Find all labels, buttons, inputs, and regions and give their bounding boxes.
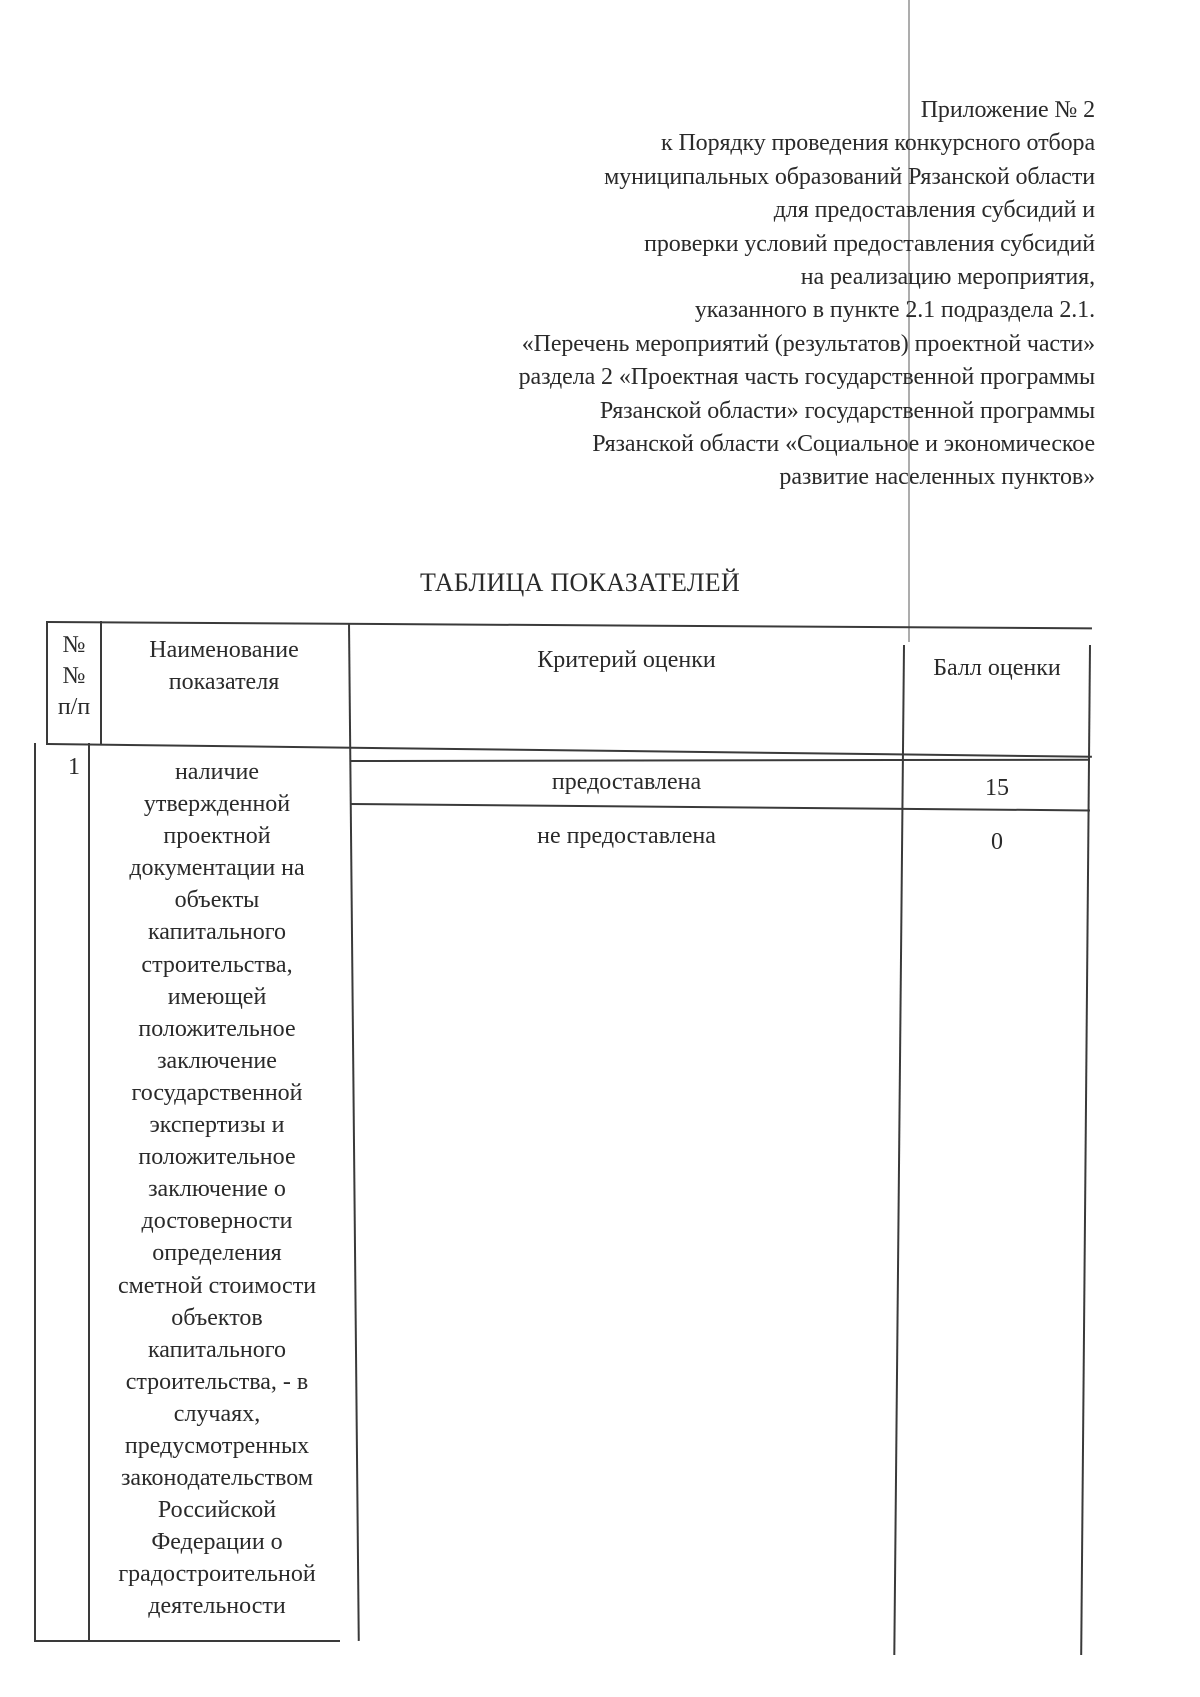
indicator-name-line: деятельности: [148, 1593, 286, 1620]
appendix-line: раздела 2 «Проектная часть государственной программы: [518, 364, 1095, 391]
appendix-line: развитие населенных пунктов»: [779, 464, 1095, 491]
score-provided: 15: [985, 775, 1009, 801]
table-border-bottom: [34, 1640, 340, 1642]
appendix-header: [519, 94, 1095, 495]
indicator-name-line: случаях,: [173, 1400, 261, 1427]
score-not-provided: 0: [991, 829, 1003, 855]
criterion-not-provided: не предоставлена: [537, 823, 716, 849]
indicator-name-line: проектной: [163, 823, 271, 850]
indicator-name-line: строительства, - в: [125, 1368, 309, 1395]
indicator-name-line: объектов: [171, 1304, 263, 1331]
header-number-line: №: [62, 632, 86, 658]
header-score: Балл оценки: [933, 655, 1061, 681]
indicator-name-line: государственной: [131, 1079, 303, 1106]
indicator-name-line: капитального: [148, 919, 286, 946]
indicator-name-line: предусмотренных: [124, 1432, 310, 1459]
indicator-name-line: имеющей: [167, 983, 267, 1010]
criterion-provided: предоставлена: [551, 769, 702, 795]
indicator-name-line: экспертизы и: [149, 1112, 285, 1139]
indicator-name-line: заключение о: [148, 1176, 286, 1203]
header-number-line: п/п: [57, 694, 91, 720]
appendix-line: Рязанской области «Социальное и экономическое: [592, 431, 1095, 458]
header-name: [102, 634, 346, 698]
indicator-name-line: объекты: [174, 887, 260, 914]
indicator-name-line: определения: [152, 1240, 282, 1267]
row-number: 1: [68, 754, 80, 780]
table-title: ТАБЛИЦА ПОКАЗАТЕЛЕЙ: [419, 568, 741, 597]
indicator-name-line: Российской: [157, 1497, 277, 1524]
indicator-name-line: документации на: [129, 855, 305, 882]
criteria-row-divider: [350, 803, 1090, 811]
indicator-name-line: градостроительной: [118, 1561, 316, 1588]
indicator-name-line: капитального: [148, 1336, 286, 1363]
header-number: [48, 630, 100, 723]
indicator-name-line: наличие: [174, 759, 260, 785]
column-divider-number-lower: [88, 743, 90, 1641]
indicator-name-line: заключение: [157, 1047, 277, 1074]
indicator-name-line: Федерации о: [151, 1529, 283, 1556]
table-border-top: [48, 621, 1092, 629]
appendix-line: Приложение № 2: [920, 97, 1095, 123]
header-name-line: Наименование: [149, 637, 299, 663]
criteria-row-top: [350, 759, 1090, 762]
appendix-line: муниципальных образований Рязанской области: [604, 163, 1095, 190]
appendix-line: Рязанской области» государственной программы: [599, 397, 1095, 424]
appendix-line: указанного в пункте 2.1 подраздела 2.1.: [694, 297, 1095, 324]
appendix-line: для предоставления субсидий и: [773, 197, 1095, 224]
appendix-line: проверки условий предоставления субсидий: [644, 230, 1095, 257]
appendix-line: к Порядку проведения конкурсного отбора: [660, 130, 1095, 157]
table-border-left-lower: [34, 743, 36, 1641]
appendix-line: на реализацию мероприятия,: [800, 264, 1095, 291]
indicator-name-line: достоверности: [141, 1208, 293, 1235]
indicator-name-line: положительное: [138, 1144, 296, 1171]
header-name-line: показателя: [168, 669, 280, 695]
row-indicator-name: [100, 756, 334, 1623]
indicator-name-line: утвержденной: [143, 791, 291, 818]
indicator-name-line: строительства,: [141, 951, 293, 978]
header-number-line: №: [62, 663, 86, 689]
indicator-name-line: сметной стоимости: [117, 1272, 317, 1299]
indicator-name-line: законодательством: [120, 1465, 314, 1492]
header-criterion: Критерий оценки: [537, 647, 716, 673]
indicator-name-line: положительное: [138, 1015, 296, 1042]
appendix-line: «Перечень мероприятий (результатов) проектной части»: [521, 330, 1095, 357]
